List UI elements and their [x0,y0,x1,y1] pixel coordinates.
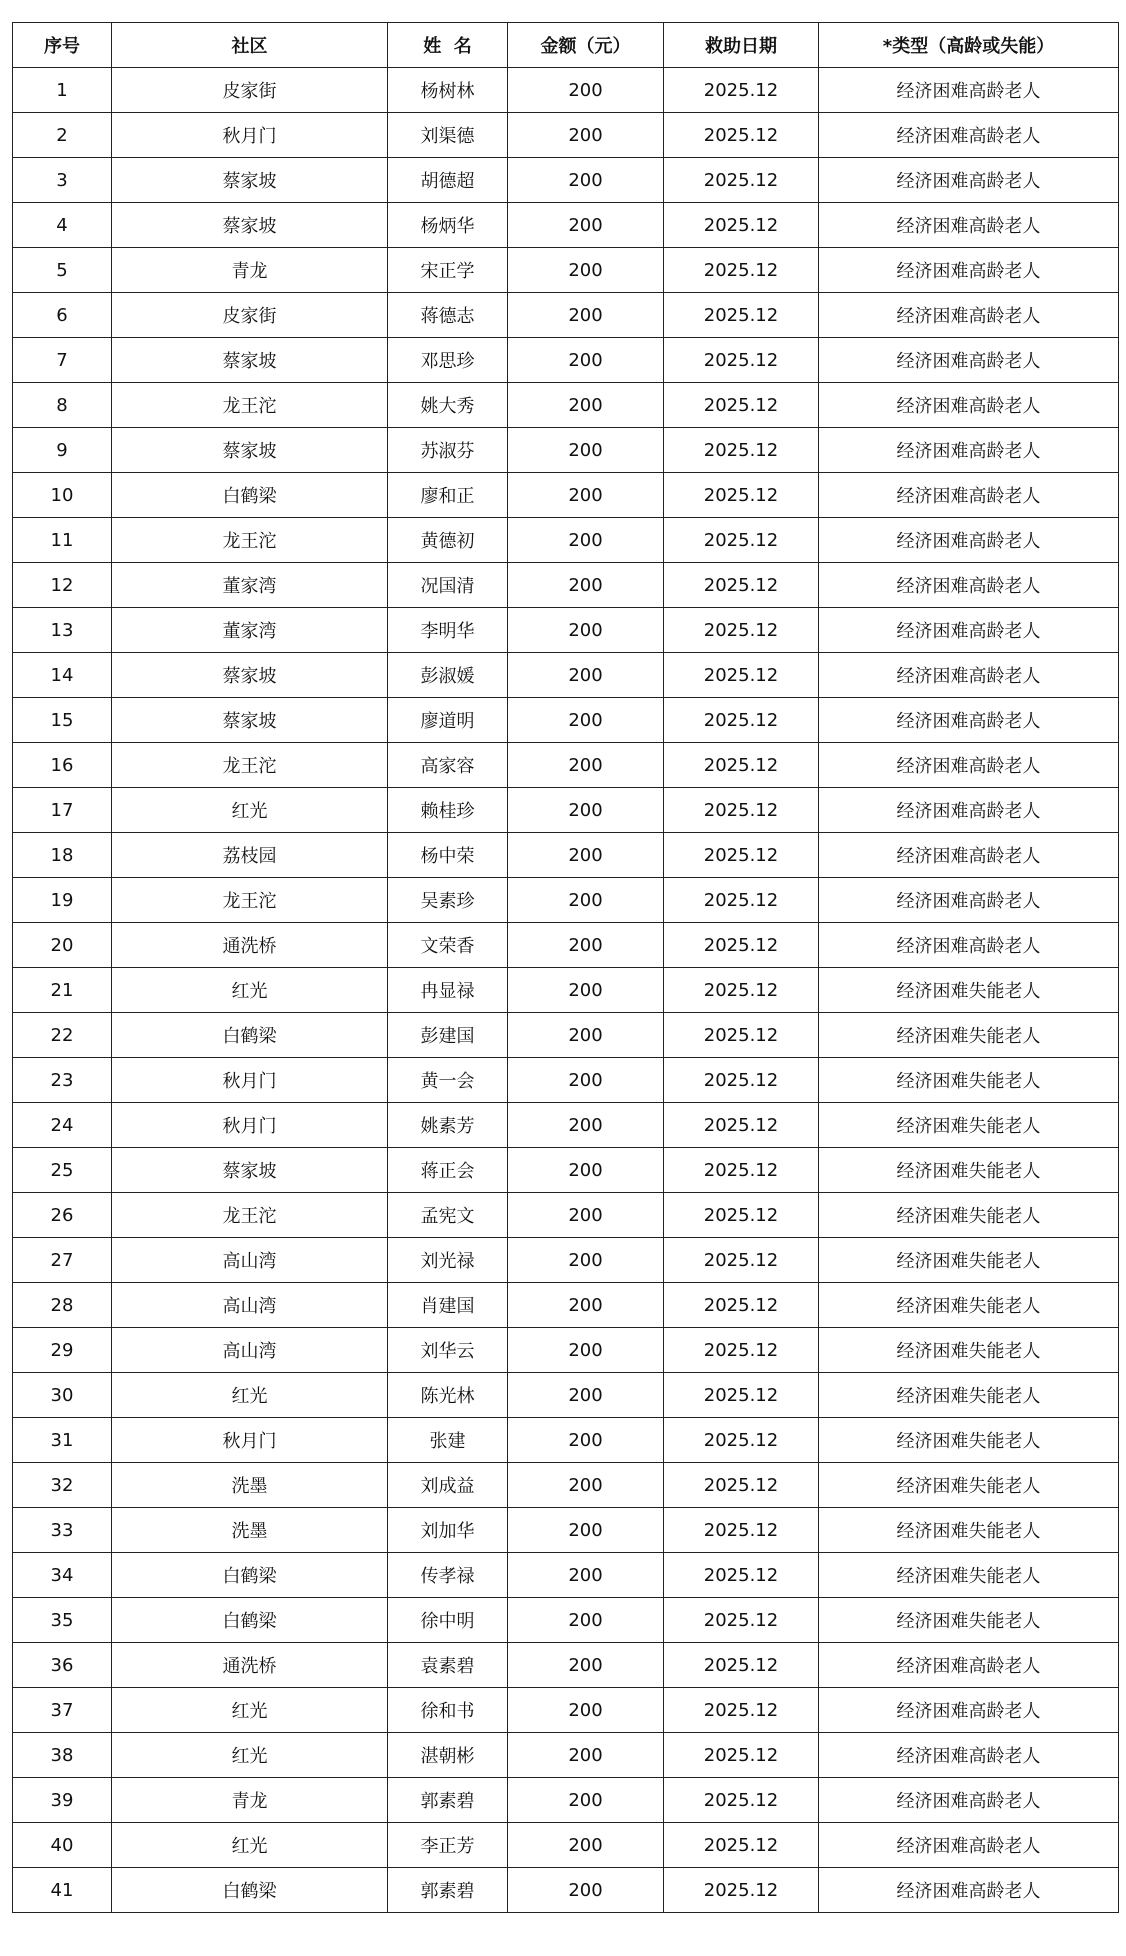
cell-type: 经济困难失能老人 [819,968,1119,1013]
cell-amount: 200 [508,1643,664,1688]
table-row [13,968,1119,1013]
cell-serial-number: 36 [13,1643,112,1688]
cell-name: 杨树林 [388,68,508,113]
cell-name: 袁素碧 [388,1643,508,1688]
table-row [13,1643,1119,1688]
cell-assistance-date: 2025.12 [664,68,819,113]
cell-amount: 200 [508,1058,664,1103]
cell-serial-number: 4 [13,203,112,248]
table-row [13,1058,1119,1103]
table-row [13,428,1119,473]
cell-type: 经济困难高龄老人 [819,878,1119,923]
cell-assistance-date: 2025.12 [664,1058,819,1103]
cell-serial-number: 30 [13,1373,112,1418]
cell-type: 经济困难高龄老人 [819,248,1119,293]
cell-type: 经济困难失能老人 [819,1148,1119,1193]
cell-amount: 200 [508,158,664,203]
cell-assistance-date: 2025.12 [664,1733,819,1778]
cell-name: 高家容 [388,743,508,788]
cell-assistance-date: 2025.12 [664,968,819,1013]
cell-type: 经济困难高龄老人 [819,473,1119,518]
cell-serial-number: 31 [13,1418,112,1463]
cell-assistance-date: 2025.12 [664,833,819,878]
cell-community: 白鹤梁 [112,1598,388,1643]
header-type: *类型（高龄或失能） [819,23,1119,68]
cell-name: 姚大秀 [388,383,508,428]
cell-type: 经济困难高龄老人 [819,1823,1119,1868]
cell-type: 经济困难高龄老人 [819,518,1119,563]
cell-type: 经济困难高龄老人 [819,158,1119,203]
cell-type: 经济困难失能老人 [819,1553,1119,1598]
cell-serial-number: 33 [13,1508,112,1553]
cell-serial-number: 7 [13,338,112,383]
cell-serial-number: 1 [13,68,112,113]
cell-serial-number: 11 [13,518,112,563]
cell-serial-number: 14 [13,653,112,698]
cell-community: 蔡家坡 [112,1148,388,1193]
cell-community: 青龙 [112,248,388,293]
cell-amount: 200 [508,1688,664,1733]
cell-serial-number: 17 [13,788,112,833]
table-row [13,1238,1119,1283]
cell-type: 经济困难失能老人 [819,1463,1119,1508]
cell-community: 龙王沱 [112,383,388,428]
cell-type: 经济困难高龄老人 [819,788,1119,833]
cell-serial-number: 15 [13,698,112,743]
cell-assistance-date: 2025.12 [664,878,819,923]
cell-serial-number: 5 [13,248,112,293]
cell-type: 经济困难高龄老人 [819,1868,1119,1913]
table-row [13,68,1119,113]
cell-amount: 200 [508,788,664,833]
cell-name: 李明华 [388,608,508,653]
cell-type: 经济困难高龄老人 [819,743,1119,788]
cell-amount: 200 [508,1373,664,1418]
cell-type: 经济困难高龄老人 [819,428,1119,473]
cell-serial-number: 23 [13,1058,112,1103]
cell-amount: 200 [508,833,664,878]
cell-amount: 200 [508,518,664,563]
cell-assistance-date: 2025.12 [664,1418,819,1463]
cell-type: 经济困难高龄老人 [819,698,1119,743]
cell-assistance-date: 2025.12 [664,203,819,248]
cell-type: 经济困难失能老人 [819,1238,1119,1283]
cell-amount: 200 [508,1283,664,1328]
cell-assistance-date: 2025.12 [664,1283,819,1328]
cell-name: 湛朝彬 [388,1733,508,1778]
table-row [13,1868,1119,1913]
cell-community: 龙王沱 [112,518,388,563]
cell-amount: 200 [508,1193,664,1238]
cell-serial-number: 18 [13,833,112,878]
cell-community: 蔡家坡 [112,428,388,473]
cell-name: 宋正学 [388,248,508,293]
table-row [13,698,1119,743]
cell-serial-number: 8 [13,383,112,428]
table-row [13,1463,1119,1508]
cell-assistance-date: 2025.12 [664,698,819,743]
cell-type: 经济困难高龄老人 [819,1688,1119,1733]
cell-name: 郭素碧 [388,1868,508,1913]
cell-type: 经济困难高龄老人 [819,293,1119,338]
cell-community: 秋月门 [112,1103,388,1148]
cell-type: 经济困难高龄老人 [819,1733,1119,1778]
cell-type: 经济困难高龄老人 [819,113,1119,158]
cell-serial-number: 32 [13,1463,112,1508]
cell-community: 蔡家坡 [112,203,388,248]
cell-community: 通洗桥 [112,923,388,968]
cell-assistance-date: 2025.12 [664,653,819,698]
cell-name: 郭素碧 [388,1778,508,1823]
cell-community: 白鹤梁 [112,1868,388,1913]
assistance-table [12,22,1119,1913]
cell-assistance-date: 2025.12 [664,743,819,788]
cell-name: 胡德超 [388,158,508,203]
cell-assistance-date: 2025.12 [664,608,819,653]
cell-assistance-date: 2025.12 [664,158,819,203]
cell-assistance-date: 2025.12 [664,1823,819,1868]
cell-amount: 200 [508,383,664,428]
cell-amount: 200 [508,248,664,293]
cell-community: 皮家街 [112,68,388,113]
cell-name: 姚素芳 [388,1103,508,1148]
cell-type: 经济困难高龄老人 [819,1643,1119,1688]
cell-name: 文荣香 [388,923,508,968]
table-row [13,788,1119,833]
cell-amount: 200 [508,113,664,158]
cell-serial-number: 41 [13,1868,112,1913]
cell-assistance-date: 2025.12 [664,1013,819,1058]
cell-community: 董家湾 [112,608,388,653]
cell-community: 青龙 [112,1778,388,1823]
cell-amount: 200 [508,1553,664,1598]
cell-community: 高山湾 [112,1238,388,1283]
header-name: 姓 名 [388,23,508,68]
cell-community: 龙王沱 [112,1193,388,1238]
cell-community: 红光 [112,968,388,1013]
cell-serial-number: 3 [13,158,112,203]
header-amount: 金额（元） [508,23,664,68]
cell-name: 刘成益 [388,1463,508,1508]
table-row [13,923,1119,968]
cell-amount: 200 [508,428,664,473]
cell-name: 廖道明 [388,698,508,743]
cell-name: 彭建国 [388,1013,508,1058]
cell-amount: 200 [508,203,664,248]
cell-serial-number: 16 [13,743,112,788]
cell-amount: 200 [508,563,664,608]
cell-community: 秋月门 [112,1058,388,1103]
cell-community: 高山湾 [112,1328,388,1373]
cell-serial-number: 13 [13,608,112,653]
cell-name: 徐和书 [388,1688,508,1733]
cell-name: 蒋正会 [388,1148,508,1193]
cell-community: 龙王沱 [112,743,388,788]
cell-name: 刘华云 [388,1328,508,1373]
cell-type: 经济困难失能老人 [819,1193,1119,1238]
table-row [13,1688,1119,1733]
cell-serial-number: 6 [13,293,112,338]
cell-assistance-date: 2025.12 [664,1553,819,1598]
cell-name: 彭淑媛 [388,653,508,698]
cell-amount: 200 [508,1733,664,1778]
cell-assistance-date: 2025.12 [664,1373,819,1418]
cell-serial-number: 25 [13,1148,112,1193]
cell-name: 李正芳 [388,1823,508,1868]
cell-name: 传孝禄 [388,1553,508,1598]
cell-serial-number: 38 [13,1733,112,1778]
table-row [13,1328,1119,1373]
cell-assistance-date: 2025.12 [664,518,819,563]
cell-community: 秋月门 [112,1418,388,1463]
table-row [13,1823,1119,1868]
cell-amount: 200 [508,1868,664,1913]
table-row [13,1193,1119,1238]
table-row [13,473,1119,518]
table-header-row [13,23,1119,68]
cell-type: 经济困难高龄老人 [819,1778,1119,1823]
cell-amount: 200 [508,1328,664,1373]
cell-assistance-date: 2025.12 [664,923,819,968]
table-row [13,653,1119,698]
cell-amount: 200 [508,698,664,743]
table-body [13,68,1119,1913]
cell-community: 红光 [112,1823,388,1868]
cell-name: 张建 [388,1418,508,1463]
cell-assistance-date: 2025.12 [664,1103,819,1148]
table-row [13,248,1119,293]
cell-amount: 200 [508,293,664,338]
cell-serial-number: 24 [13,1103,112,1148]
cell-amount: 200 [508,743,664,788]
cell-community: 秋月门 [112,113,388,158]
cell-assistance-date: 2025.12 [664,788,819,833]
cell-serial-number: 39 [13,1778,112,1823]
cell-assistance-date: 2025.12 [664,338,819,383]
table-row [13,203,1119,248]
cell-amount: 200 [508,1598,664,1643]
cell-name: 赖桂珍 [388,788,508,833]
cell-amount: 200 [508,1778,664,1823]
cell-assistance-date: 2025.12 [664,383,819,428]
cell-assistance-date: 2025.12 [664,1868,819,1913]
cell-type: 经济困难高龄老人 [819,653,1119,698]
cell-serial-number: 19 [13,878,112,923]
cell-type: 经济困难高龄老人 [819,383,1119,428]
cell-amount: 200 [508,968,664,1013]
cell-name: 陈光林 [388,1373,508,1418]
cell-amount: 200 [508,1463,664,1508]
table-row [13,1778,1119,1823]
cell-assistance-date: 2025.12 [664,1193,819,1238]
cell-name: 况国清 [388,563,508,608]
cell-community: 荔枝园 [112,833,388,878]
cell-type: 经济困难高龄老人 [819,338,1119,383]
table-row [13,383,1119,428]
cell-assistance-date: 2025.12 [664,1598,819,1643]
cell-amount: 200 [508,1013,664,1058]
cell-type: 经济困难高龄老人 [819,923,1119,968]
cell-community: 蔡家坡 [112,158,388,203]
cell-community: 蔡家坡 [112,338,388,383]
cell-serial-number: 26 [13,1193,112,1238]
cell-assistance-date: 2025.12 [664,1328,819,1373]
cell-name: 吴素珍 [388,878,508,923]
cell-name: 黄德初 [388,518,508,563]
cell-name: 刘光禄 [388,1238,508,1283]
cell-name: 冉显禄 [388,968,508,1013]
table-row [13,1733,1119,1778]
cell-community: 白鹤梁 [112,1553,388,1598]
cell-type: 经济困难失能老人 [819,1058,1119,1103]
table-row [13,1373,1119,1418]
cell-assistance-date: 2025.12 [664,1778,819,1823]
cell-assistance-date: 2025.12 [664,293,819,338]
cell-name: 黄一会 [388,1058,508,1103]
assistance-list-sheet [12,22,1118,1913]
cell-serial-number: 28 [13,1283,112,1328]
cell-assistance-date: 2025.12 [664,1508,819,1553]
cell-amount: 200 [508,1508,664,1553]
cell-serial-number: 12 [13,563,112,608]
cell-amount: 200 [508,923,664,968]
cell-type: 经济困难失能老人 [819,1418,1119,1463]
cell-amount: 200 [508,1148,664,1193]
table-row [13,1013,1119,1058]
table-row [13,1553,1119,1598]
cell-serial-number: 35 [13,1598,112,1643]
header-assistance-date: 救助日期 [664,23,819,68]
cell-name: 刘渠德 [388,113,508,158]
cell-community: 白鹤梁 [112,473,388,518]
cell-type: 经济困难高龄老人 [819,608,1119,653]
cell-assistance-date: 2025.12 [664,1463,819,1508]
cell-community: 红光 [112,1688,388,1733]
cell-amount: 200 [508,473,664,518]
cell-community: 皮家街 [112,293,388,338]
table-row [13,1598,1119,1643]
cell-community: 通洗桥 [112,1643,388,1688]
table-row [13,833,1119,878]
cell-type: 经济困难失能老人 [819,1598,1119,1643]
cell-assistance-date: 2025.12 [664,1688,819,1733]
cell-assistance-date: 2025.12 [664,473,819,518]
cell-serial-number: 10 [13,473,112,518]
cell-amount: 200 [508,68,664,113]
cell-name: 邓思珍 [388,338,508,383]
table-row [13,608,1119,653]
table-row [13,338,1119,383]
cell-amount: 200 [508,1238,664,1283]
table-row [13,1148,1119,1193]
cell-serial-number: 22 [13,1013,112,1058]
table-row [13,878,1119,923]
cell-community: 红光 [112,1733,388,1778]
cell-assistance-date: 2025.12 [664,563,819,608]
cell-type: 经济困难失能老人 [819,1508,1119,1553]
cell-amount: 200 [508,608,664,653]
cell-assistance-date: 2025.12 [664,1148,819,1193]
cell-community: 蔡家坡 [112,653,388,698]
cell-assistance-date: 2025.12 [664,248,819,293]
table-row [13,518,1119,563]
cell-type: 经济困难失能老人 [819,1013,1119,1058]
header-community: 社区 [112,23,388,68]
cell-assistance-date: 2025.12 [664,113,819,158]
table-row [13,563,1119,608]
cell-serial-number: 21 [13,968,112,1013]
cell-type: 经济困难高龄老人 [819,68,1119,113]
cell-community: 洗墨 [112,1508,388,1553]
cell-name: 蒋德志 [388,293,508,338]
cell-community: 董家湾 [112,563,388,608]
table-row [13,743,1119,788]
cell-amount: 200 [508,1103,664,1148]
cell-type: 经济困难失能老人 [819,1103,1119,1148]
cell-serial-number: 29 [13,1328,112,1373]
cell-serial-number: 9 [13,428,112,473]
table-row [13,158,1119,203]
cell-community: 高山湾 [112,1283,388,1328]
header-serial-number: 序号 [13,23,112,68]
cell-name: 廖和正 [388,473,508,518]
cell-community: 红光 [112,788,388,833]
cell-type: 经济困难失能老人 [819,1373,1119,1418]
table-row [13,1283,1119,1328]
cell-community: 红光 [112,1373,388,1418]
cell-name: 苏淑芬 [388,428,508,473]
table-row [13,1418,1119,1463]
cell-type: 经济困难失能老人 [819,1283,1119,1328]
cell-community: 洗墨 [112,1463,388,1508]
table-row [13,1103,1119,1148]
cell-community: 龙王沱 [112,878,388,923]
cell-name: 肖建国 [388,1283,508,1328]
table-row [13,293,1119,338]
cell-amount: 200 [508,1823,664,1868]
cell-amount: 200 [508,653,664,698]
cell-assistance-date: 2025.12 [664,1238,819,1283]
cell-type: 经济困难高龄老人 [819,563,1119,608]
cell-amount: 200 [508,338,664,383]
table-row [13,1508,1119,1553]
cell-type: 经济困难高龄老人 [819,203,1119,248]
cell-name: 刘加华 [388,1508,508,1553]
table-row [13,113,1119,158]
cell-type: 经济困难失能老人 [819,1328,1119,1373]
cell-type: 经济困难高龄老人 [819,833,1119,878]
cell-serial-number: 27 [13,1238,112,1283]
cell-serial-number: 2 [13,113,112,158]
cell-assistance-date: 2025.12 [664,428,819,473]
cell-amount: 200 [508,1418,664,1463]
cell-name: 徐中明 [388,1598,508,1643]
cell-community: 白鹤梁 [112,1013,388,1058]
cell-serial-number: 40 [13,1823,112,1868]
cell-serial-number: 34 [13,1553,112,1598]
cell-name: 杨中荣 [388,833,508,878]
cell-name: 孟宪文 [388,1193,508,1238]
cell-serial-number: 20 [13,923,112,968]
cell-assistance-date: 2025.12 [664,1643,819,1688]
cell-amount: 200 [508,878,664,923]
cell-community: 蔡家坡 [112,698,388,743]
cell-serial-number: 37 [13,1688,112,1733]
cell-name: 杨炳华 [388,203,508,248]
